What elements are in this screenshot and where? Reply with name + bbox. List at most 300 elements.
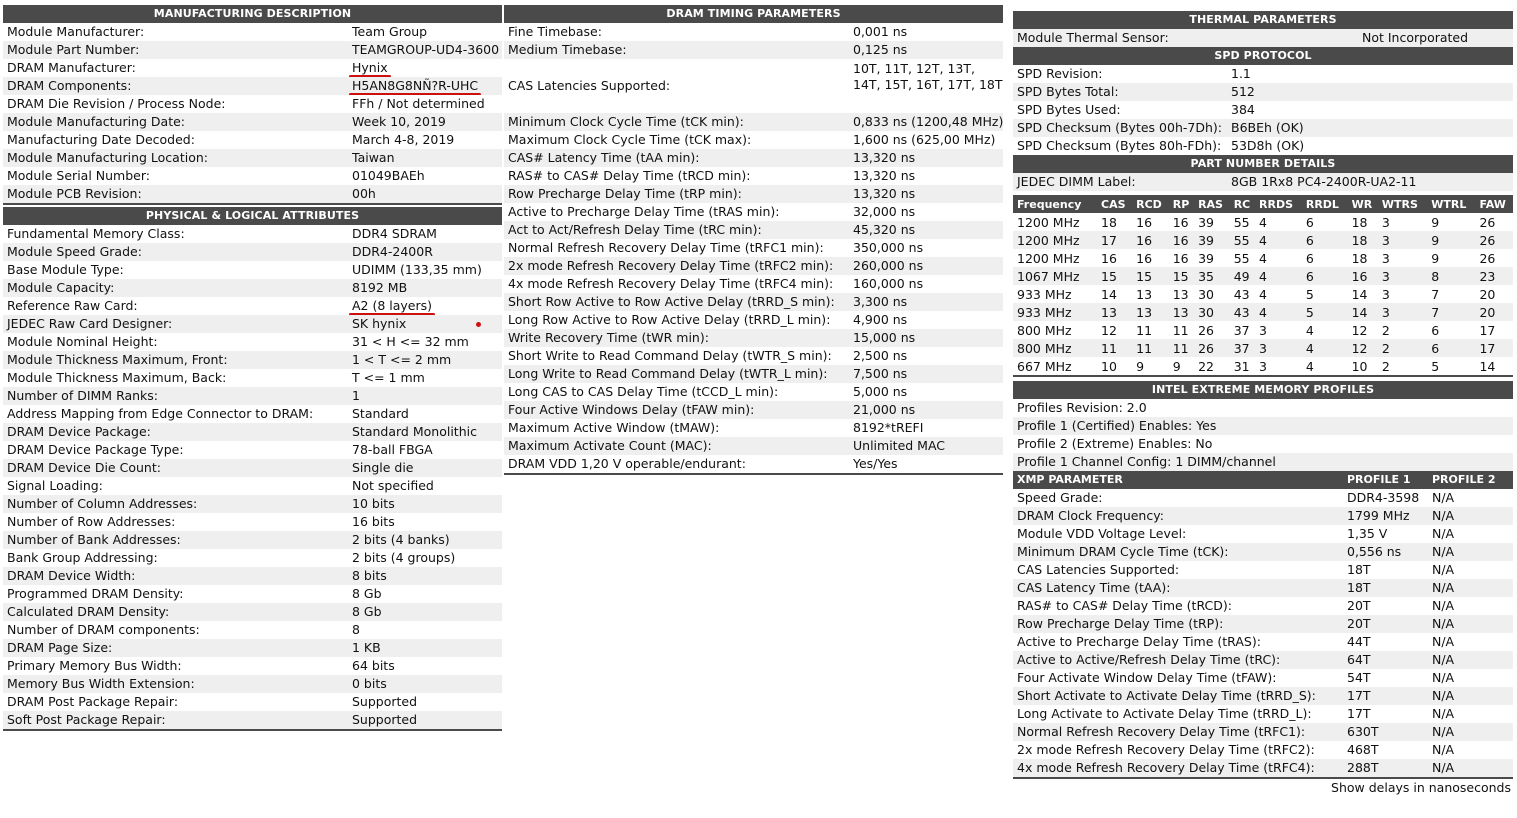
manufacturing-header: MANUFACTURING DESCRIPTION [3,5,502,23]
table-cell: 2 [1378,357,1427,375]
table-cell: 35 [1194,267,1230,285]
row-value: 288T [1347,760,1379,775]
table-row [1013,651,1513,669]
table-cell: 933 MHz [1013,303,1097,321]
table-row [1013,137,1513,155]
table-cell: 4 [1302,357,1348,375]
row-value: 64 bits [352,658,395,673]
table-cell: 13 [1132,285,1169,303]
table-cell: 1200 MHz [1013,213,1097,231]
row-label: SPD Bytes Used: [1017,102,1121,117]
table-cell: 18 [1348,249,1378,267]
row-label: Manufacturing Date Decoded: [7,132,195,147]
row-label: Number of DIMM Ranks: [7,388,159,403]
table-cell: 49 [1230,267,1255,285]
table-row [3,333,502,351]
table-row [3,149,502,167]
table-row [1013,579,1513,597]
table-cell: 30 [1194,303,1230,321]
table-row [504,59,1003,113]
table-cell: 26 [1475,249,1513,267]
row-value: N/A [1432,616,1455,631]
info-text: Profile 1 Channel Config: 1 DIMM/channel [1017,454,1276,469]
table-cell: 5 [1302,303,1348,321]
row-value: 13,320 ns [853,150,916,165]
table-row [3,603,502,621]
row-value: Yes/Yes [853,456,898,471]
table-cell: 20 [1475,285,1513,303]
row-label: Module Capacity: [7,280,115,295]
table-row [1013,741,1513,759]
row-value: 16 bits [352,514,395,529]
row-label: DRAM Device Die Count: [7,460,161,475]
table-row [504,383,1003,401]
row-label: Programmed DRAM Density: [7,586,184,601]
row-value: 512 [1231,84,1255,99]
row-label: Module Thickness Maximum, Back: [7,370,227,385]
row-label: Long Activate to Activate Delay Time (tRRD_L): [1017,706,1312,721]
col-header: WR [1348,195,1378,213]
table-row [504,113,1003,131]
show-delays-ns-link[interactable]: Show delays in nanoseconds [1013,777,1513,797]
table-cell: 55 [1230,249,1255,267]
row-value: Unlimited MAC [853,438,946,453]
row-value: 384 [1231,102,1255,117]
table-cell: 23 [1475,267,1513,285]
row-label: RAS# to CAS# Delay Time (tRCD min): [508,168,751,183]
table-cell: 37 [1230,321,1255,339]
row-value: Team Group [352,24,428,39]
table-cell: 43 [1230,285,1255,303]
row-value: N/A [1432,760,1455,775]
profile2-header: PROFILE 2 [1432,473,1496,486]
table-row [3,167,502,185]
row-value: 1 [352,388,360,403]
table-row [1013,687,1513,705]
table-cell: 4 [1255,267,1302,285]
row-value: 20T [1347,598,1371,613]
info-text: Profiles Revision: 2.0 [1017,400,1147,415]
table-row [3,495,502,513]
row-value: DDR4-2400R [352,244,433,259]
row-label: Row Precharge Delay Time (tRP min): [508,186,742,201]
row-value: 0 bits [352,676,387,691]
row-value: N/A [1432,670,1455,685]
table-row [504,23,1003,41]
table-row [504,275,1003,293]
row-value: 0,125 ns [853,42,908,57]
row-value: 8 [352,622,360,637]
row-value: N/A [1432,598,1455,613]
table-cell: 4 [1255,249,1302,267]
row-value: Single die [352,460,414,475]
table-row [3,261,502,279]
row-value: Taiwan [352,150,395,165]
frequency-table [1013,195,1513,375]
row-value: 18T [1347,580,1371,595]
row-label: Write Recovery Time (tWR min): [508,330,709,345]
row-label: Long CAS to CAS Delay Time (tCCD_L min): [508,384,779,399]
row-label: CAS Latencies Supported: [1017,562,1180,577]
col-header: Frequency [1013,195,1097,213]
col-header: RRDS [1255,195,1302,213]
table-row [1013,339,1513,357]
row-value: N/A [1432,508,1455,523]
table-cell: 12 [1348,321,1378,339]
row-value: 0,833 ns (1200,48 MHz) [853,114,1003,129]
table-cell: 22 [1194,357,1230,375]
table-cell: 7 [1427,285,1475,303]
row-label: SPD Bytes Total: [1017,84,1119,99]
table-cell: 6 [1302,267,1348,285]
row-label: Number of DRAM components: [7,622,200,637]
table-cell: 3 [1255,357,1302,375]
row-value: 7,500 ns [853,366,908,381]
row-label: Primary Memory Bus Width: [7,658,182,673]
table-cell: 4 [1302,321,1348,339]
table-row [504,365,1003,383]
table-row [1013,357,1513,375]
table-cell: 3 [1255,321,1302,339]
table-cell: 3 [1378,249,1427,267]
row-label: DRAM Device Package Type: [7,442,184,457]
row-value: 1799 MHz [1347,508,1410,523]
table-cell: 30 [1194,285,1230,303]
row-label: Module Manufacturer: [7,24,145,39]
table-row [3,387,502,405]
table-cell: 16 [1169,249,1194,267]
row-value: 260,000 ns [853,258,924,273]
dram-manufacturer-value: Hynix [352,60,388,75]
thermal-table [1013,29,1513,47]
table-row [504,419,1003,437]
row-value: 00h [352,186,376,201]
table-cell: 10 [1348,357,1378,375]
table-row [3,243,502,261]
row-value: 8192 MB [352,280,408,295]
row-label: Memory Bus Width Extension: [7,676,195,691]
row-label: 2x mode Refresh Recovery Delay Time (tRFC2 min): [508,258,834,273]
row-value: Standard [352,406,409,421]
table-cell: 3 [1378,213,1427,231]
row-value: Not Incorporated [1362,30,1469,45]
row-value: 13,320 ns [853,168,916,183]
table-row [3,185,502,203]
row-value: N/A [1432,706,1455,721]
row-value: 1 < T <= 2 mm [352,352,452,367]
row-value: N/A [1432,688,1455,703]
table-row [3,477,502,495]
profile1-header: PROFILE 1 [1347,473,1411,486]
row-value: DDR4-3598 [1347,490,1420,505]
row-label: Normal Refresh Recovery Delay Time (tRFC1 min): [508,240,824,255]
table-row [1013,615,1513,633]
row-value: 630T [1347,724,1379,739]
table-cell: 15 [1097,267,1132,285]
table-row [3,297,502,315]
row-value: SK hynix [352,316,407,331]
table-cell: 55 [1230,213,1255,231]
table-row [1013,303,1513,321]
row-label: DRAM Device Package: [7,424,151,439]
row-label: Module Thickness Maximum, Front: [7,352,228,367]
table-row [3,585,502,603]
table-cell: 8 [1427,267,1475,285]
table-row [3,639,502,657]
table-row [3,441,502,459]
row-value: 2 bits (4 groups) [352,550,456,565]
row-label: SPD Checksum (Bytes 00h-7Dh): [1017,120,1222,135]
table-cell: 16 [1169,231,1194,249]
table-row [3,621,502,639]
row-value: 3,300 ns [853,294,908,309]
row-label: CAS Latency Time (tAA): [1017,580,1171,595]
table-row [1013,101,1513,119]
table-cell: 39 [1194,231,1230,249]
table-cell: 6 [1302,249,1348,267]
info-text: Profile 2 (Extreme) Enables: No [1017,436,1213,451]
row-value: 468T [1347,742,1379,757]
table-cell: 16 [1132,213,1169,231]
table-cell: 9 [1169,357,1194,375]
xmp-param-header: XMP PARAMETER [1017,473,1123,486]
table-row [3,59,502,77]
row-label: Calculated DRAM Density: [7,604,170,619]
col-header: RRDL [1302,195,1348,213]
row-value: N/A [1432,562,1455,577]
xmp-info-line [1013,435,1513,453]
table-cell: 39 [1194,249,1230,267]
table-row [1013,489,1513,507]
table-cell: 14 [1348,285,1378,303]
row-value: N/A [1432,742,1455,757]
col-header: WTRS [1378,195,1427,213]
dram-components-value: H5AN8G8NÑ?R-UHC [352,78,479,93]
info-text: Profile 1 (Certified) Enables: Yes [1017,418,1217,433]
row-label: Short Row Active to Row Active Delay (tRRD_S min): [508,294,835,309]
row-value: 2 bits (4 banks) [352,532,450,547]
table-row [504,41,1003,59]
table-row [1013,759,1513,777]
row-label: Short Write to Read Command Delay (tWTR_S min): [508,348,832,363]
table-row [504,167,1003,185]
row-value: 8192*tREFI [853,420,924,435]
table-cell: 16 [1132,249,1169,267]
table-cell: 39 [1194,213,1230,231]
row-value: T <= 1 mm [352,370,425,385]
row-value: N/A [1432,526,1455,541]
row-value: Standard Monolithic [352,424,477,439]
row-value: 15,000 ns [853,330,916,345]
row-value: 53D8h (OK) [1231,138,1305,153]
table-cell: 14 [1348,303,1378,321]
table-cell: 800 MHz [1013,321,1097,339]
col-header: RC [1230,195,1255,213]
row-label: Row Precharge Delay Time (tRP): [1017,616,1224,631]
row-value: 1.1 [1231,66,1251,81]
table-row [3,423,502,441]
table-row [3,369,502,387]
table-cell: 11 [1169,321,1194,339]
row-label: Reference Raw Card: [7,298,138,313]
table-row [504,329,1003,347]
table-row [3,351,502,369]
row-value: 4,900 ns [853,312,908,327]
table-cell: 13 [1169,285,1194,303]
row-label: DRAM Components: [7,78,132,93]
table-cell: 7 [1427,303,1475,321]
table-row [504,185,1003,203]
row-value: 8 Gb [352,586,382,601]
row-label: CAS Latencies Supported: [508,78,671,93]
row-value: UDIMM (133,35 mm) [352,262,482,277]
row-label: Active to Precharge Delay Time (tRAS): [1017,634,1261,649]
table-cell: 16 [1348,267,1378,285]
row-label: SPD Checksum (Bytes 80h-FDh): [1017,138,1222,153]
table-row [1013,669,1513,687]
row-label: Fine Timebase: [508,24,602,39]
table-cell: 6 [1302,213,1348,231]
row-value: Not specified [352,478,434,493]
row-label: DRAM Device Width: [7,568,136,583]
table-row [3,459,502,477]
table-row [3,657,502,675]
table-row [1013,119,1513,137]
row-value: Supported [352,712,418,727]
table-cell: 9 [1427,249,1475,267]
table-row [3,693,502,711]
row-label: Minimum DRAM Cycle Time (tCK): [1017,544,1229,559]
table-row [3,675,502,693]
table-cell: 3 [1378,285,1427,303]
row-label: Four Active Windows Delay (tFAW min): [508,402,755,417]
table-cell: 18 [1097,213,1132,231]
table-cell: 12 [1097,321,1132,339]
table-cell: 933 MHz [1013,285,1097,303]
row-value: 44T [1347,634,1371,649]
table-cell: 13 [1132,303,1169,321]
table-cell: 26 [1475,231,1513,249]
table-row [1013,249,1513,267]
table-header-row [1013,195,1513,213]
row-label: Long Row Active to Row Active Delay (tRRD_L min): [508,312,831,327]
table-row [504,239,1003,257]
table-cell: 6 [1302,231,1348,249]
row-value: 0,556 ns [1347,544,1402,559]
table-cell: 17 [1475,339,1513,357]
row-label: DRAM Post Package Repair: [7,694,179,709]
row-value: 160,000 ns [853,276,924,291]
table-row [3,315,502,333]
thermal-header: THERMAL PARAMETERS [1013,11,1513,29]
table-cell: 6 [1427,321,1475,339]
row-label: 4x mode Refresh Recovery Delay Time (tRFC4): [1017,760,1315,775]
row-label: Module Serial Number: [7,168,150,183]
table-row [1013,597,1513,615]
row-label: DRAM Clock Frequency: [1017,508,1164,523]
table-row [3,711,502,729]
table-row [504,257,1003,275]
table-cell: 16 [1097,249,1132,267]
row-label: Fundamental Memory Class: [7,226,185,241]
table-cell: 13 [1097,303,1132,321]
table-row [3,513,502,531]
row-value: 1,35 V [1347,526,1388,541]
row-label: DRAM Die Revision / Process Node: [7,96,226,111]
row-value: 8 Gb [352,604,382,619]
table-cell: 31 [1230,357,1255,375]
table-cell: 26 [1194,321,1230,339]
row-value: N/A [1432,490,1455,505]
spd-header: SPD PROTOCOL [1013,47,1513,65]
row-label: Short Activate to Activate Delay Time (tRRD_S): [1017,688,1316,703]
row-value: 32,000 ns [853,204,916,219]
table-cell: 16 [1132,231,1169,249]
row-value: 18T [1347,562,1371,577]
row-label: Medium Timebase: [508,42,627,57]
row-value: TEAMGROUP-UD4-3600 [352,42,500,57]
xmp-info-line [1013,453,1513,471]
table-row [1013,29,1513,47]
row-label: Act to Act/Refresh Delay Time (tRC min): [508,222,762,237]
row-label: Module VDD Voltage Level: [1017,526,1187,541]
row-value: 1 KB [352,640,381,655]
table-row [504,347,1003,365]
xmp-info-line [1013,417,1513,435]
table-cell: 2 [1378,321,1427,339]
table-cell: 16 [1169,213,1194,231]
row-label: Normal Refresh Recovery Delay Time (tRFC1): [1017,724,1306,739]
row-label: JEDEC DIMM Label: [1017,174,1136,189]
red-dot-mark [476,322,481,327]
row-value: N/A [1432,580,1455,595]
xmp-table-header [1013,471,1513,489]
table-cell: 1067 MHz [1013,267,1097,285]
table-cell: 11 [1132,321,1169,339]
row-label: Four Activate Window Delay Time (tFAW): [1017,670,1277,685]
table-cell: 55 [1230,231,1255,249]
table-cell: 11 [1169,339,1194,357]
row-value: FFh / Not determined [352,96,485,111]
physical-table [3,225,502,731]
table-cell: 9 [1132,357,1169,375]
row-label: CAS# Latency Time (tAA min): [508,150,700,165]
table-cell: 3 [1378,303,1427,321]
table-cell: 1200 MHz [1013,231,1097,249]
row-label: RAS# to CAS# Delay Time (tRCD): [1017,598,1232,613]
row-value: 21,000 ns [853,402,916,417]
row-label: Module Thermal Sensor: [1017,30,1169,45]
row-value: N/A [1432,544,1455,559]
row-label: 2x mode Refresh Recovery Delay Time (tRFC2): [1017,742,1315,757]
row-value: Week 10, 2019 [352,114,446,129]
table-cell: 12 [1348,339,1378,357]
table-cell: 5 [1427,357,1475,375]
row-label: SPD Revision: [1017,66,1103,81]
table-cell: 4 [1255,285,1302,303]
row-value: DDR4 SDRAM [352,226,437,241]
row-value: 0,001 ns [853,24,908,39]
table-row [504,221,1003,239]
row-label: Base Module Type: [7,262,124,277]
col-header: FAW [1475,195,1513,213]
col-header: CAS [1097,195,1132,213]
row-label: Module Speed Grade: [7,244,142,259]
row-label: DRAM VDD 1,20 V operable/endurant: [508,456,746,471]
table-row [1013,173,1513,191]
table-row [504,149,1003,167]
row-value: 17T [1347,688,1371,703]
